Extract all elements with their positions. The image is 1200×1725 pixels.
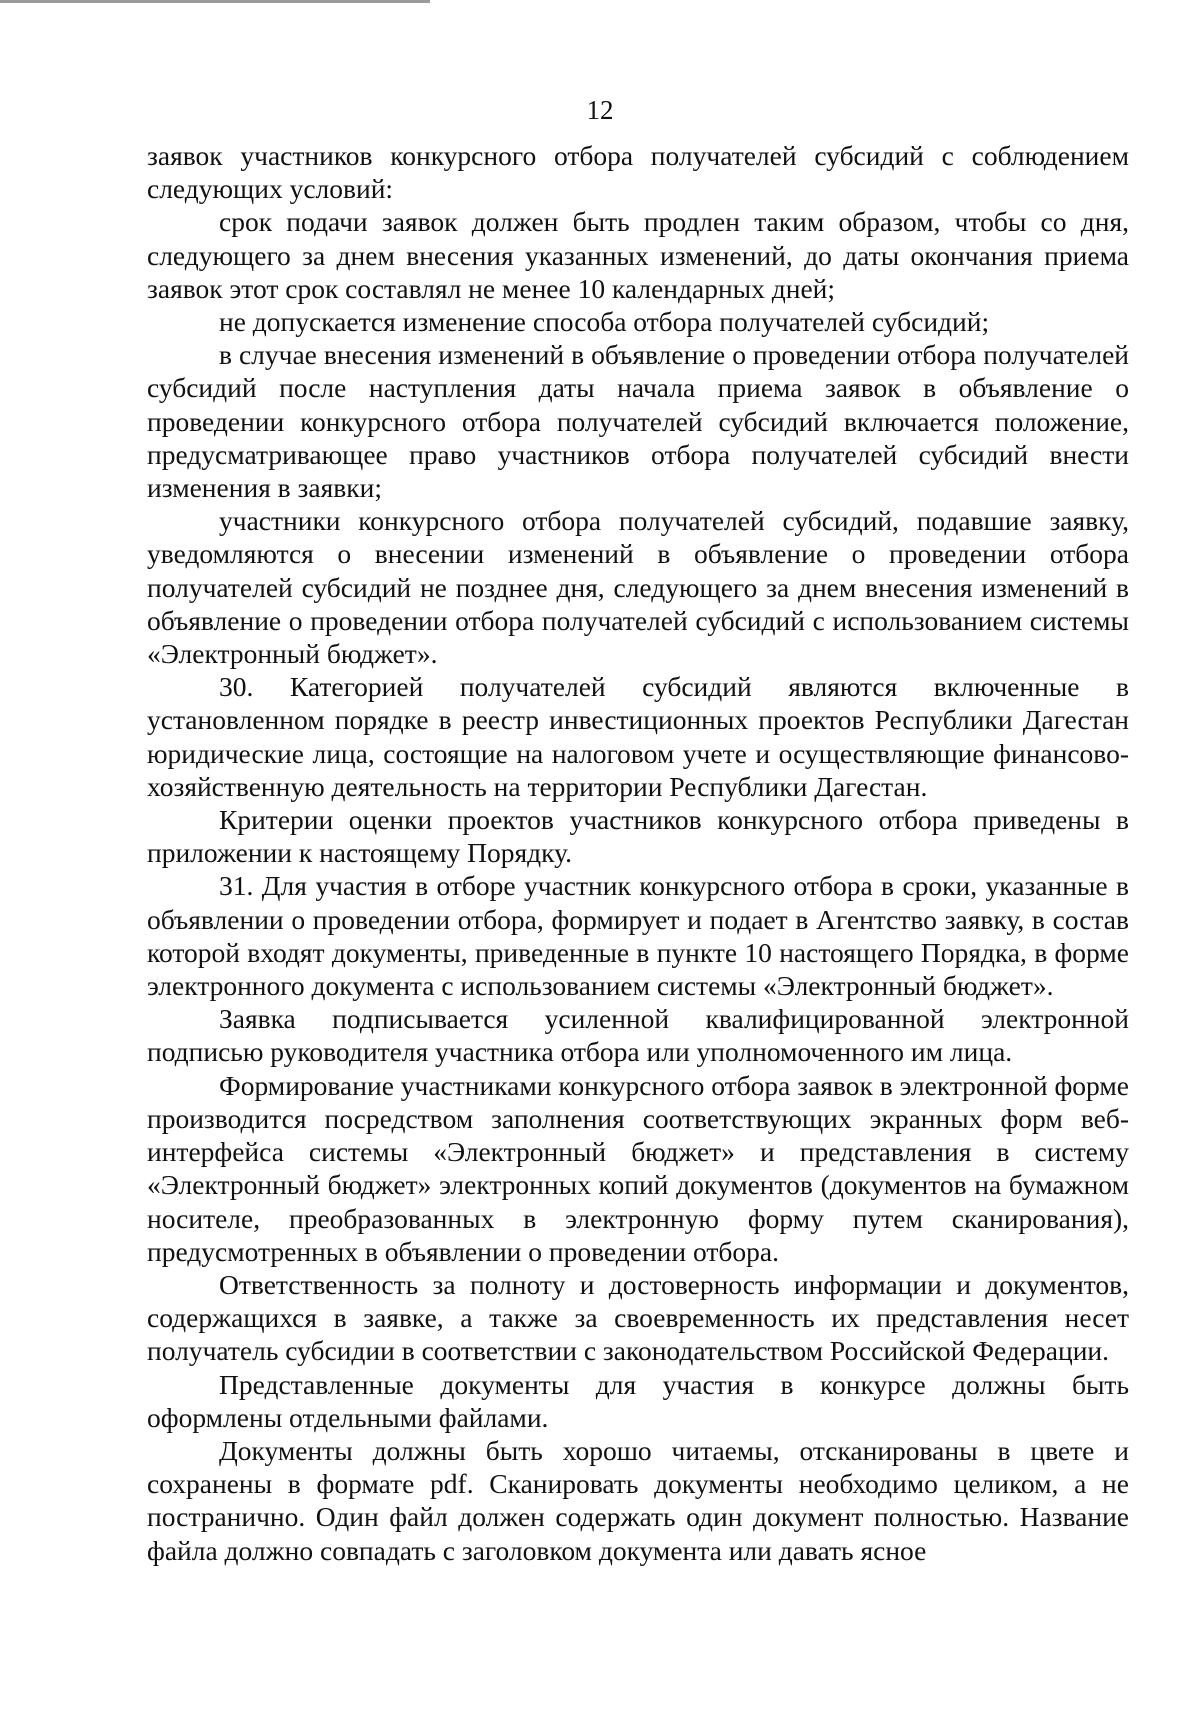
paragraph: Формирование участниками конкурсного отбора заявок в электронной форме производится посредством заполнения соответствующих экранных форм веб-интерфейса системы «Электронный бюджет» и представления в систему «Электронный бюджет» электронных копий документов (документов на бумажном носителе, преобразованных в электронную форму путем сканирования), предусмотренных в объявлении о проведении отбора. bbox=[147, 1069, 1129, 1267]
paragraph: в случае внесения изменений в объявление о проведении отбора получателей субсидий после наступления даты начала приема заявок в объявление о проведении конкурсного отбора получателей субсидий включается положение, предусматривающее право участников отбора получателей субсидий внести изменения в заявки; bbox=[147, 339, 1129, 504]
scan-edge-line bbox=[0, 0, 430, 3]
paragraph: 30. Категорией получателей субсидий являются включенные в установленном порядке в реестр инвестиционных проектов Республики Дагестан юридические лица, состоящие на налоговом учете и осуществляющие финансово-хозяйственную деятельность на территории Республики Дагестан. bbox=[147, 671, 1129, 802]
paragraph: срок подачи заявок должен быть продлен таким образом, чтобы со дня, следующего за днем внесения указанных изменений, до даты окончания приема заявок этот срок составлял не менее 10 календарных дней; bbox=[147, 206, 1129, 304]
paragraph: Ответственность за полноту и достоверность информации и документов, содержащихся в заявке, а также за своевременность их представления несет получатель субсидии в соответствии с законодательством Российской Федерации. bbox=[147, 1268, 1129, 1367]
document-body bbox=[147, 139, 1129, 1567]
paragraph: Заявка подписывается усиленной квалифицированной электронной подписью руководителя участника отбора или уполномоченного им лица. bbox=[147, 1003, 1129, 1068]
paragraph: Документы должны быть хорошо читаемы, отсканированы в цвете и сохранены в формате pdf. Сканировать документы необходимо целиком, а не постранично. Один файл должен содержать один документ полностью. Название файла должно совпадать с заголовком документа или давать ясное bbox=[147, 1434, 1129, 1566]
paragraph: не допускается изменение способа отбора получателей субсидий; bbox=[219, 306, 990, 338]
paragraph: 31. Для участия в отборе участник конкурсного отбора в сроки, указанные в объявлении о проведении отбора, формирует и подает в Агентство заявку, в состав которой входят документы, приведенные в пункте 10 настоящего Порядка, в форме электронного документа с использованием системы «Электронный бюджет». bbox=[147, 870, 1129, 1002]
paragraph: участники конкурсного отбора получателей субсидий, подавшие заявку, уведомляются о внесении изменений в объявление о проведении отбора получателей субсидий не позднее дня, следующего за днем внесения изменений в объявление о проведении отбора получателей субсидий с использованием системы «Электронный бюджет». bbox=[147, 505, 1129, 670]
page-number: 12 bbox=[586, 95, 614, 125]
paragraph: Представленные документы для участия в конкурсе должны быть оформлены отдельными файлами. bbox=[147, 1368, 1129, 1433]
paragraph: заявок участников конкурсного отбора получателей субсидий с соблюдением следующих условий: bbox=[147, 140, 1129, 205]
paragraph: Критерии оценки проектов участников конкурсного отбора приведены в приложении к настоящему Порядку. bbox=[147, 804, 1129, 869]
